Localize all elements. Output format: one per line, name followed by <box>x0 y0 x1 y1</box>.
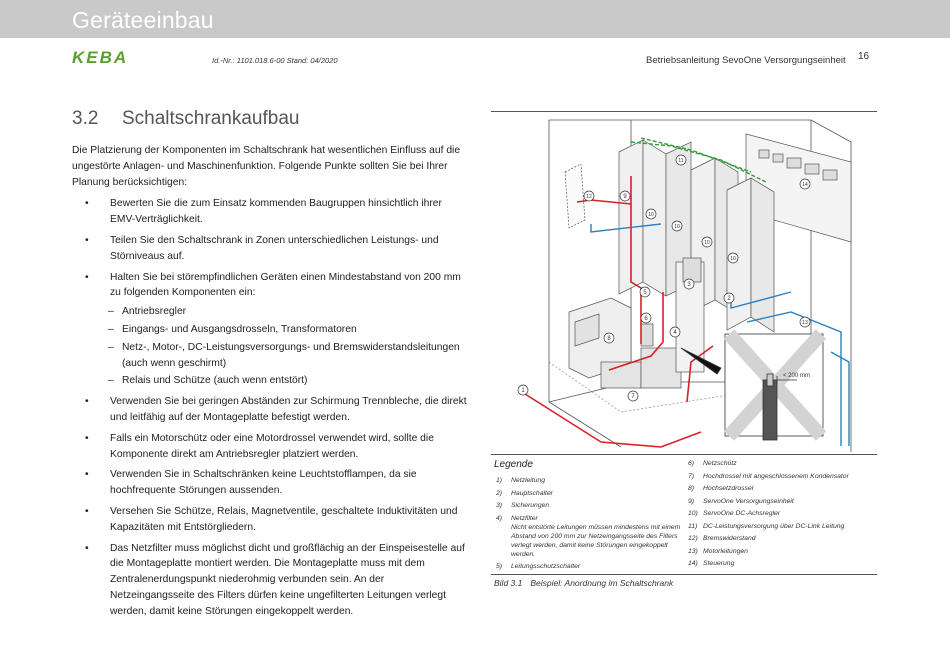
legend-item: 4) Netzfilter Nicht entstörte Leitungen müssen mindestens mit einem Abstand von 200 mm zur Netzeingangsseite des Filters verlegt werden, damit keine Störungen eingekoppelt werden. <box>496 514 681 558</box>
bullet-symbol: • <box>85 396 89 408</box>
bullet-list <box>72 196 467 619</box>
legend-left-column <box>496 476 688 575</box>
list-item: • Das Netzfilter muss möglichst dicht und großflächig an der Einspeisestelle auf die Montageplatte montiert werden. Die Montageplatte muss mit dem Zentralenerdungspunkt niederohmig verbunden sein. An der Netzeingangsseite des Filters dürfen keine ungefilterten Leitungen verlegt werden, damit keine Störungen eingekoppelt werden. <box>85 542 465 617</box>
callout-10 <box>728 253 738 263</box>
callout-12 <box>584 191 594 201</box>
sub-list-item: – Netz-, Motor-, DC-Leistungsversorgungs- und Bremswiderstandsleitungen (auch wenn geschirmt) <box>108 341 460 369</box>
figure-mid-rule <box>491 454 877 455</box>
bullet-symbol: • <box>85 432 89 444</box>
list-item: • Bewerten Sie die zum Einsatz kommenden Baugruppen hinsichtlich ihrer EMV-Verträglichkeit. <box>85 198 442 226</box>
dash-symbol: – <box>108 375 114 387</box>
body-text <box>72 143 467 625</box>
svg-text:10: 10 <box>648 212 654 218</box>
callout-8 <box>604 333 614 343</box>
document-name: Betriebsanleitung SevoOne Versorgungseinheit <box>646 55 846 66</box>
caption-text: Beispiel: Anordnung im Schaltschrank <box>530 578 674 588</box>
legend-note: Nicht entstörte Leitungen müssen mindestens mit einem Abstand von 200 mm zur Netzeingangsseite des Filters verlegt werden, damit keine Störungen eingekoppelt werden. <box>511 523 681 558</box>
callout-3 <box>684 279 694 289</box>
legend-item: 9) ServoOne Versorgungseinheit <box>688 497 794 505</box>
bullet-symbol: • <box>85 234 89 246</box>
legend-item: 8) Hochsetzdrossel <box>688 485 754 492</box>
svg-text:6: 6 <box>644 316 648 322</box>
section-number: 3.2 <box>72 108 99 129</box>
callout-7 <box>628 391 638 401</box>
callout-10 <box>646 209 656 219</box>
bullet-symbol: • <box>85 198 89 210</box>
svg-text:1: 1 <box>521 388 525 394</box>
legend-item: 13) Motorleitungen <box>688 547 748 555</box>
svg-text:3: 3 <box>687 282 691 288</box>
header-bar <box>0 0 950 38</box>
svg-text:7: 7 <box>631 394 635 400</box>
legend-item: 5) Leitungsschutzschalter <box>496 563 581 570</box>
document-id: Id.-Nr.: 1101.018.6-00 Stand: 04/2020 <box>212 56 338 65</box>
callout-2 <box>724 293 734 303</box>
svg-text:8: 8 <box>607 336 611 342</box>
legend-right-column <box>688 459 878 572</box>
sub-list-item: – Antriebsregler <box>110 304 467 320</box>
svg-text:4: 4 <box>673 330 677 336</box>
bullet-symbol: • <box>85 542 89 554</box>
cabinet-diagram <box>491 112 877 454</box>
sub-list-item: – Eingangs- und Ausgangsdrosseln, Transformatoren <box>110 322 467 338</box>
legend-item: 2) Hauptschalter <box>496 489 553 497</box>
list-item: • Halten Sie bei störempfindlichen Geräten einen Mindestabstand von 200 mm zu folgenden Komponenten ein: – Antriebsregler – Eingangs- und Ausgangsdrosseln, Transformatoren – Netz-, Motor-, DC-Leistungsversorgungs- und Bremswiderstandsleitungen (auch wenn geschirmt) – Relais und Schütze (auch wenn entstört) <box>72 270 467 390</box>
callout-6 <box>641 313 651 323</box>
caption-label: Bild 3.1 <box>494 578 523 588</box>
svg-text:10: 10 <box>730 256 736 262</box>
sub-list <box>110 304 467 389</box>
list-item: • Teilen Sie den Schaltschrank in Zonen unterschiedlichen Leistungs- und Störniveaus auf. <box>85 234 439 262</box>
section-title: Schaltschrankaufbau <box>122 108 300 129</box>
distance-label: < 200 mm <box>783 373 810 379</box>
legend-item: 10) ServoOne DC-Achsregler <box>688 510 781 517</box>
legend-item: 1) Netzleitung <box>496 477 546 484</box>
dash-symbol: – <box>108 341 114 353</box>
list-item: • Falls ein Motorschütz oder eine Motordrossel verwendet wird, sollte die Komponente direkt am Antriebsregler platziert werden. <box>85 432 434 460</box>
dash-symbol: – <box>108 323 114 335</box>
legend-item: 6) Netzschütz <box>688 460 737 467</box>
list-item: • Versehen Sie Schütze, Relais, Magnetventile, geschaltete Induktivitäten und Kapazitäten mit Entstörgliedern. <box>85 505 458 533</box>
svg-text:5: 5 <box>643 290 647 296</box>
legend-item: 14) Steuerung <box>688 560 735 567</box>
callout-4 <box>670 327 680 337</box>
callout-14 <box>800 179 810 189</box>
bullet-symbol: • <box>85 505 89 517</box>
legend-item: 11) DC-Leistungsversorgung über DC-Link Leitung <box>688 522 845 530</box>
svg-text:12: 12 <box>586 194 592 200</box>
svg-text:13: 13 <box>802 320 808 326</box>
section-heading <box>72 108 299 130</box>
page-number: 16 <box>858 51 870 62</box>
legend-item: 3) Sicherungen <box>496 502 550 509</box>
dash-symbol: – <box>108 306 114 318</box>
list-item: • Verwenden Sie in Schaltschränken keine Leuchtstofflampen, da sie hochfrequente Störungen aussenden. <box>85 469 417 497</box>
svg-text:9: 9 <box>623 194 627 200</box>
svg-text:10: 10 <box>674 224 680 230</box>
legend-title: Legende <box>494 459 533 470</box>
chapter-title: Geräteeinbau <box>72 7 214 33</box>
intro-paragraph: Die Platzierung der Komponenten im Schaltschrank hat wesentlichen Einfluss auf die ungestörte Anlagen- und Maschinenfunktion. Folgende Punkte sollten Sie bei Ihrer Planung berücksichtigen: <box>72 145 461 188</box>
bullet-symbol: • <box>85 469 89 481</box>
callout-9 <box>620 191 630 201</box>
list-item: • Verwenden Sie bei geringen Abständen zur Schirmung Trennbleche, die direkt und leitfähig auf der Montageplatte befestigt werden. <box>85 396 467 423</box>
callout-1 <box>518 385 528 395</box>
svg-text:KEBA: KEBA <box>72 48 129 66</box>
callout-13 <box>800 317 810 327</box>
callout-5 <box>640 287 650 297</box>
legend-item: 7) Hochdrossel mit angeschlossenem Kondensator <box>688 472 849 480</box>
callout-10 <box>672 221 682 231</box>
brake-resistor <box>565 164 585 228</box>
callout-11 <box>676 155 686 165</box>
sub-list-item: – Relais und Schütze (auch wenn entstört) <box>110 373 467 389</box>
legend-item: 12) Bremswiderstand <box>688 535 756 542</box>
bullet-symbol: • <box>85 271 89 283</box>
keba-logo <box>72 48 146 66</box>
figure-caption <box>494 578 673 588</box>
svg-text:14: 14 <box>802 182 808 188</box>
figure-bottom-rule <box>491 574 877 575</box>
svg-text:11: 11 <box>678 158 684 164</box>
svg-text:2: 2 <box>727 296 731 302</box>
svg-text:10: 10 <box>704 240 710 246</box>
callout-10 <box>702 237 712 247</box>
